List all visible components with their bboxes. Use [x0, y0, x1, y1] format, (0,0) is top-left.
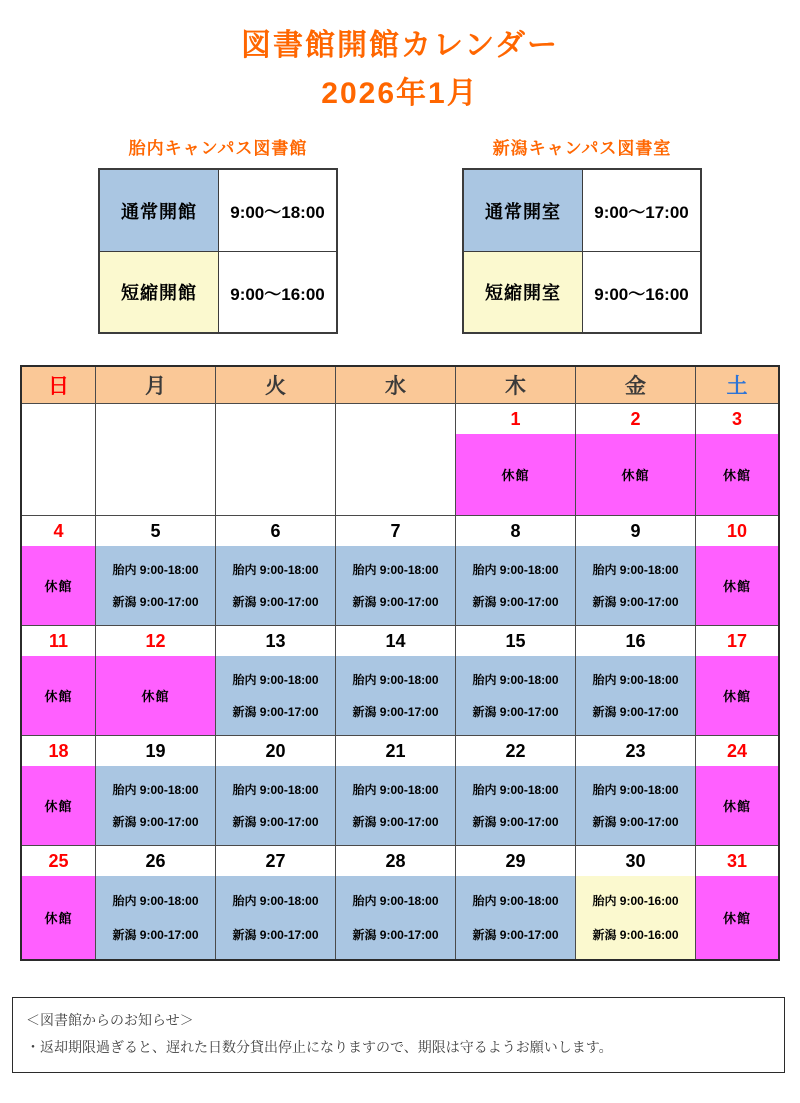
day-number: 2	[576, 404, 695, 434]
day-cell-empty	[336, 404, 456, 516]
day-body	[456, 656, 575, 735]
day-cell-21	[336, 736, 456, 846]
day-number: 9	[576, 516, 695, 546]
campus-hours-line: 新潟 9:00-17:00	[472, 815, 559, 829]
campus-hours-line: 胎内 9:00-18:00	[232, 783, 319, 797]
day-body	[576, 434, 695, 515]
legend-row	[100, 170, 336, 251]
notice-body: ・返却期限過ぎると、遅れた日数分貸出停止になりますので、期限は守るようお願いします。	[26, 1039, 613, 1056]
legend-hours-label: 短縮開館	[100, 252, 219, 332]
day-body	[216, 766, 335, 845]
campus-hours-line: 新潟 9:00-17:00	[112, 815, 199, 829]
day-body	[22, 876, 95, 959]
campus-hours-line: 新潟 9:00-17:00	[112, 927, 199, 942]
campus-hours-line: 新潟 9:00-17:00	[592, 815, 679, 829]
day-number: 22	[456, 736, 575, 766]
legend-hours-time: 9:00～17:00	[583, 170, 700, 251]
closed-label: 休館	[722, 689, 751, 704]
weekday-header: 土	[696, 367, 778, 404]
day-cell-23	[576, 736, 696, 846]
legend-hours-label: 通常開館	[100, 170, 219, 251]
day-cell-11	[22, 626, 96, 736]
day-body	[96, 656, 215, 735]
closed-label: 休館	[621, 468, 650, 483]
weekday-header: 木	[456, 367, 576, 404]
legend-hours-label: 短縮開室	[464, 252, 583, 332]
campus-hours-line: 胎内 9:00-18:00	[472, 673, 559, 687]
day-number: 4	[22, 516, 95, 546]
closed-label: 休館	[501, 468, 530, 483]
day-body	[336, 656, 455, 735]
closed-label: 休館	[44, 689, 73, 704]
day-body	[576, 766, 695, 845]
day-body	[96, 766, 215, 845]
legend-tainai-campus	[98, 134, 338, 334]
legend-hours-table	[98, 168, 338, 334]
legend-niigata-campus	[462, 134, 702, 334]
legend-hours-label: 通常開室	[464, 170, 583, 251]
campus-hours-line: 胎内 9:00-18:00	[472, 563, 559, 577]
closed-label: 休館	[722, 579, 751, 594]
day-cell-30	[576, 846, 696, 959]
day-body	[456, 766, 575, 845]
day-number: 7	[336, 516, 455, 546]
day-number: 30	[576, 846, 695, 876]
day-cell-2	[576, 404, 696, 516]
campus-hours-line: 新潟 9:00-17:00	[472, 595, 559, 609]
weekday-header: 日	[22, 367, 96, 404]
day-cell-12	[96, 626, 216, 736]
day-cell-27	[216, 846, 336, 959]
weekday-header: 火	[216, 367, 336, 404]
day-cell-7	[336, 516, 456, 626]
legend-row	[464, 170, 700, 251]
closed-label: 休館	[722, 468, 751, 483]
day-body	[576, 876, 695, 959]
campus-hours-line: 新潟 9:00-17:00	[112, 595, 199, 609]
day-number: 14	[336, 626, 455, 656]
day-number: 28	[336, 846, 455, 876]
campus-hours-line: 胎内 9:00-16:00	[592, 894, 679, 909]
weekday-header: 金	[576, 367, 696, 404]
day-body	[696, 766, 778, 845]
campus-hours-line: 胎内 9:00-18:00	[472, 894, 559, 909]
legend-hours-time: 9:00～16:00	[219, 252, 336, 332]
day-number: 24	[696, 736, 778, 766]
page-title-line2: 2026年1月	[321, 77, 479, 110]
day-cell-empty	[22, 404, 96, 516]
day-number: 1	[456, 404, 575, 434]
campus-hours-line: 胎内 9:00-18:00	[592, 673, 679, 687]
day-body	[576, 656, 695, 735]
day-cell-19	[96, 736, 216, 846]
day-number: 20	[216, 736, 335, 766]
campus-hours-line: 胎内 9:00-18:00	[112, 563, 199, 577]
day-cell-5	[96, 516, 216, 626]
day-cell-6	[216, 516, 336, 626]
campus-hours-line: 胎内 9:00-18:00	[352, 563, 439, 577]
day-body	[576, 546, 695, 625]
day-number: 21	[336, 736, 455, 766]
day-cell-14	[336, 626, 456, 736]
closed-label: 休館	[722, 911, 751, 926]
campus-hours-line: 新潟 9:00-17:00	[592, 705, 679, 719]
legend-hours-time: 9:00～18:00	[219, 170, 336, 251]
campus-hours-line: 胎内 9:00-18:00	[232, 563, 319, 577]
campus-hours-line: 新潟 9:00-17:00	[592, 595, 679, 609]
day-number: 11	[22, 626, 95, 656]
campus-hours-line: 新潟 9:00-16:00	[592, 927, 679, 942]
day-cell-26	[96, 846, 216, 959]
day-cell-20	[216, 736, 336, 846]
day-body	[336, 876, 455, 959]
campus-hours-line: 新潟 9:00-17:00	[352, 927, 439, 942]
campus-hours-line: 新潟 9:00-17:00	[472, 705, 559, 719]
legend-row	[100, 251, 336, 332]
legend-hours-table	[462, 168, 702, 334]
day-number: 17	[696, 626, 778, 656]
calendar-table	[20, 365, 780, 961]
legend-title: 新潟キャンパス図書室	[492, 139, 672, 158]
day-body	[216, 876, 335, 959]
day-cell-24	[696, 736, 778, 846]
day-number: 13	[216, 626, 335, 656]
notice-header: ＜図書館からのお知らせ＞	[26, 1012, 194, 1028]
closed-label: 休館	[44, 579, 73, 594]
closed-label: 休館	[44, 799, 73, 814]
day-number: 29	[456, 846, 575, 876]
closed-label: 休館	[44, 911, 73, 926]
day-body	[22, 546, 95, 625]
campus-hours-line: 新潟 9:00-17:00	[352, 815, 439, 829]
campus-hours-line: 胎内 9:00-18:00	[352, 783, 439, 797]
day-number: 26	[96, 846, 215, 876]
weekday-header: 月	[96, 367, 216, 404]
day-cell-13	[216, 626, 336, 736]
closed-label: 休館	[722, 799, 751, 814]
day-number: 6	[216, 516, 335, 546]
closed-label: 休館	[141, 689, 170, 704]
day-cell-3	[696, 404, 778, 516]
campus-hours-line: 胎内 9:00-18:00	[112, 783, 199, 797]
day-body	[696, 546, 778, 625]
campus-hours-line: 新潟 9:00-17:00	[232, 815, 319, 829]
day-body	[456, 546, 575, 625]
day-cell-1	[456, 404, 576, 516]
campus-hours-line: 新潟 9:00-17:00	[232, 927, 319, 942]
day-cell-4	[22, 516, 96, 626]
campus-hours-line: 胎内 9:00-18:00	[472, 783, 559, 797]
campus-hours-line: 胎内 9:00-18:00	[592, 783, 679, 797]
day-cell-15	[456, 626, 576, 736]
day-cell-empty	[96, 404, 216, 516]
day-number: 19	[96, 736, 215, 766]
day-body	[22, 766, 95, 845]
day-number: 10	[696, 516, 778, 546]
day-number: 25	[22, 846, 95, 876]
day-body	[456, 434, 575, 515]
page-title-line1: 図書館開館カレンダー	[240, 29, 560, 62]
campus-hours-line: 胎内 9:00-18:00	[352, 894, 439, 909]
campus-hours-line: 新潟 9:00-17:00	[352, 705, 439, 719]
campus-hours-line: 胎内 9:00-18:00	[232, 894, 319, 909]
day-cell-10	[696, 516, 778, 626]
weekday-header: 水	[336, 367, 456, 404]
day-body	[96, 876, 215, 959]
day-number: 31	[696, 846, 778, 876]
legend-title: 胎内キャンパス図書館	[128, 139, 308, 158]
day-number: 12	[96, 626, 215, 656]
campus-hours-line: 新潟 9:00-17:00	[232, 705, 319, 719]
notice-box	[12, 997, 785, 1073]
day-body	[696, 434, 778, 515]
campus-hours-line: 胎内 9:00-18:00	[232, 673, 319, 687]
day-cell-29	[456, 846, 576, 959]
campus-hours-line: 胎内 9:00-18:00	[352, 673, 439, 687]
day-number: 23	[576, 736, 695, 766]
day-cell-18	[22, 736, 96, 846]
day-body	[336, 546, 455, 625]
day-body	[216, 546, 335, 625]
day-body	[696, 876, 778, 959]
day-cell-16	[576, 626, 696, 736]
page-title	[0, 22, 800, 118]
day-body	[216, 656, 335, 735]
day-body	[696, 656, 778, 735]
day-number: 3	[696, 404, 778, 434]
day-body	[96, 546, 215, 625]
campus-hours-line: 胎内 9:00-18:00	[112, 894, 199, 909]
legend-row	[464, 251, 700, 332]
day-number: 5	[96, 516, 215, 546]
day-number: 8	[456, 516, 575, 546]
legend-hours-time: 9:00～16:00	[583, 252, 700, 332]
day-body	[336, 766, 455, 845]
day-body	[22, 656, 95, 735]
day-number: 15	[456, 626, 575, 656]
campus-hours-line: 胎内 9:00-18:00	[592, 563, 679, 577]
day-cell-28	[336, 846, 456, 959]
day-number: 18	[22, 736, 95, 766]
day-cell-empty	[216, 404, 336, 516]
day-cell-17	[696, 626, 778, 736]
day-number: 16	[576, 626, 695, 656]
campus-hours-line: 新潟 9:00-17:00	[352, 595, 439, 609]
day-number: 27	[216, 846, 335, 876]
day-cell-25	[22, 846, 96, 959]
day-cell-8	[456, 516, 576, 626]
day-cell-22	[456, 736, 576, 846]
day-body	[456, 876, 575, 959]
day-cell-31	[696, 846, 778, 959]
campus-hours-line: 新潟 9:00-17:00	[232, 595, 319, 609]
day-cell-9	[576, 516, 696, 626]
campus-hours-line: 新潟 9:00-17:00	[472, 927, 559, 942]
